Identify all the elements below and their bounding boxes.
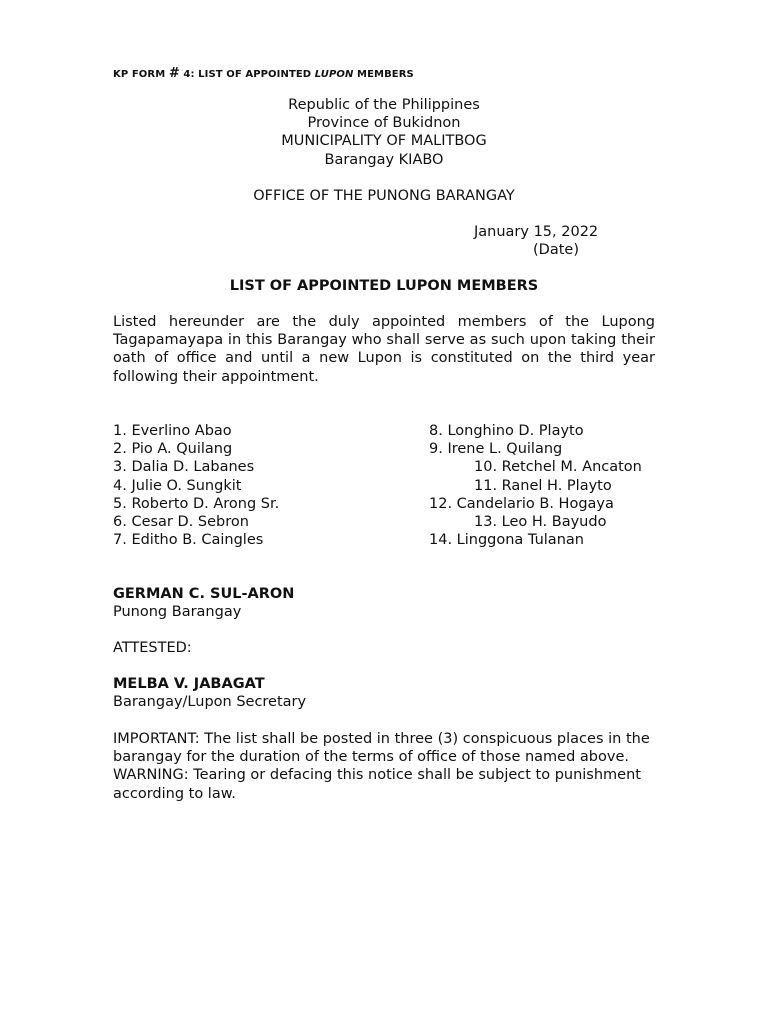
member-item: 10. Retchel M. Ancaton (474, 459, 642, 476)
notice-block (113, 730, 655, 803)
member-item: 13. Leo H. Bayudo (474, 514, 607, 531)
signatory-title: Punong Barangay (113, 604, 242, 621)
members-column-left (113, 422, 413, 549)
member-item: 9. Irene L. Quilang (429, 441, 563, 458)
document-page (113, 0, 655, 1024)
form-title (113, 66, 414, 81)
signatory-secretary (113, 675, 306, 711)
member-item: 7. Editho B. Caingles (113, 532, 264, 549)
signatory-punong-barangay (113, 585, 294, 621)
signatory-name: GERMAN C. SUL-ARON (113, 586, 295, 602)
warning-note: WARNING: Tearing or defacing this notice shall be subject to punishment according to law. (113, 767, 641, 802)
date-value: January 15, 2022 (474, 224, 599, 240)
member-item: 12. Candelario B. Hogaya (429, 495, 614, 512)
important-note: IMPORTANT: The list shall be posted in three (3) conspicuous places in the barangay for the duration of the terms of office of those named above. (113, 731, 650, 766)
form-title-prefix: KP FORM (113, 69, 169, 80)
signatory-title: Barangay/Lupon Secretary (113, 694, 307, 711)
office-line: OFFICE OF THE PUNONG BARANGAY (253, 188, 515, 204)
form-title-suffix: MEMBERS (353, 69, 414, 80)
date-block (474, 223, 604, 259)
province-line: Province of Bukidnon (307, 115, 461, 132)
member-item: 8. Longhino D. Playto (429, 423, 584, 439)
intro-paragraph: Listed hereunder are the duly appointed members of the Lupong Tagapamayapa in this Barangay who shall serve as such upon taking their oath of office and until a new Lupon is constituted on the third year following their appointment. (113, 314, 655, 385)
member-item: 11. Ranel H. Playto (474, 477, 612, 494)
form-title-emphasis: LUPON (314, 69, 354, 80)
attested-label: ATTESTED: (113, 640, 192, 656)
members-column-right (429, 422, 669, 549)
member-item: 5. Roberto D. Arong Sr. (113, 495, 280, 512)
form-title-number: 4: LIST OF APPOINTED (179, 69, 315, 80)
member-item: 3. Dalia D. Labanes (113, 459, 255, 476)
member-item: 6. Cesar D. Sebron (113, 514, 249, 531)
member-item: 1. Everlino Abao (113, 423, 232, 439)
municipality-line: MUNICIPALITY OF MALITBOG (281, 133, 487, 150)
form-title-hash: # (168, 66, 180, 81)
list-title: LIST OF APPOINTED LUPON MEMBERS (229, 278, 539, 294)
country-line: Republic of the Philippines (288, 97, 480, 113)
member-item: 2. Pio A. Quilang (113, 441, 233, 458)
date-label: (Date) (533, 242, 579, 259)
barangay-line: Barangay KIABO (324, 151, 444, 168)
letterhead (113, 96, 655, 169)
member-item: 4. Julie O. Sungkit (113, 477, 242, 494)
member-item: 14. Linggona Tulanan (429, 532, 584, 549)
signatory-name: MELBA V. JABAGAT (113, 676, 265, 692)
